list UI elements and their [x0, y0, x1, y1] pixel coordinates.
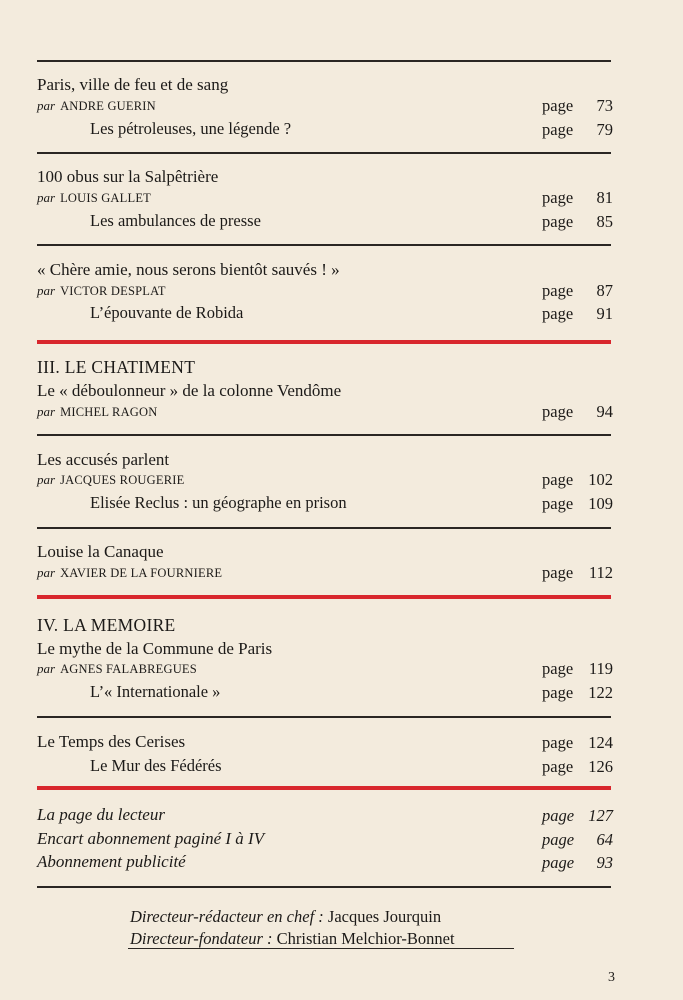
divider [37, 527, 611, 529]
page-reference [542, 683, 613, 703]
page-number: 127 [588, 806, 613, 825]
divider [37, 716, 611, 718]
author-prefix: par [37, 98, 56, 113]
toc-subentry-title: Le Mur des Fédérés [90, 756, 222, 775]
credit-name: Christian Melchior-Bonnet [276, 929, 455, 948]
page-number: 81 [596, 188, 613, 207]
page-word: page [542, 281, 574, 300]
page-number: 93 [596, 853, 613, 872]
page-number: 91 [596, 304, 613, 323]
toc-entry-title: Le Temps des Cerises [37, 732, 186, 751]
page-number: 126 [588, 757, 613, 776]
divider [37, 60, 611, 62]
page-word: page [542, 757, 574, 776]
page-reference [542, 281, 613, 301]
page-reference [542, 96, 613, 116]
page-number: 85 [596, 212, 613, 231]
page-word: page [542, 733, 574, 752]
toc-subentry-title: L’« Internationale » [90, 682, 221, 701]
author-name: ANDRE GUERIN [60, 99, 156, 113]
toc-entry-author [37, 190, 151, 206]
toc-subentry-title: Elisée Reclus : un géographe en prison [90, 493, 347, 512]
page-reference [542, 830, 613, 850]
author-name: AGNES FALABREGUES [60, 662, 197, 676]
author-prefix: par [37, 565, 56, 580]
toc-subentry-title: L’épouvante de Robida [90, 303, 244, 322]
page-word: page [542, 830, 575, 849]
page-word: page [542, 120, 574, 139]
page-word: page [542, 470, 574, 489]
page-reference [542, 402, 613, 422]
toc-entry-title: Le « déboulonneur » de la colonne Vendôme [37, 381, 342, 400]
page-number: 109 [588, 494, 613, 513]
page-word: page [542, 683, 574, 702]
toc-entry-author [37, 283, 166, 299]
page-reference [542, 470, 613, 490]
author-name: JACQUES ROUGERIE [60, 473, 185, 487]
credit-label: Directeur-rédacteur en chef : [130, 907, 324, 926]
toc-subentry-title: Les pétroleuses, une légende ? [90, 119, 292, 138]
page-reference [542, 733, 613, 753]
page-reference [542, 757, 613, 777]
page-number: 102 [588, 470, 613, 489]
toc-entry-title: Paris, ville de feu et de sang [37, 75, 229, 94]
page-word: page [542, 212, 574, 231]
page-number: 73 [596, 96, 613, 115]
section-heading: IV. LA MEMOIRE [37, 615, 176, 635]
page-reference [542, 120, 613, 140]
toc-entry-title: « Chère amie, nous serons bientôt sauvés ! » [37, 260, 340, 279]
page-word: page [542, 494, 574, 513]
toc-misc-title: Abonnement publicité [37, 852, 186, 871]
toc-entry-author [37, 404, 157, 420]
page-number: 79 [596, 120, 613, 139]
author-name: VICTOR DESPLAT [60, 284, 166, 298]
page-word: page [542, 188, 574, 207]
page-reference [542, 659, 613, 679]
credit-line [130, 929, 455, 949]
toc-subentry-title: Les ambulances de presse [90, 211, 261, 230]
toc-entry-title: Les accusés parlent [37, 450, 170, 469]
author-prefix: par [37, 661, 56, 676]
page-number: 124 [588, 733, 613, 752]
page-number: 94 [596, 402, 613, 421]
page-reference [542, 563, 613, 583]
toc-entry-title: Louise la Canaque [37, 542, 164, 561]
page-reference [542, 494, 613, 514]
page-reference [542, 212, 613, 232]
divider [37, 152, 611, 154]
section-divider-red [37, 340, 611, 344]
page-word: page [542, 853, 575, 872]
divider [37, 886, 611, 888]
toc-misc-title: La page du lecteur [37, 805, 165, 824]
page-word: page [542, 402, 574, 421]
page-word: page [542, 659, 574, 678]
author-prefix: par [37, 190, 56, 205]
page-number: 119 [588, 659, 613, 678]
author-prefix: par [37, 404, 56, 419]
credit-label: Directeur-fondateur : [130, 929, 273, 948]
divider [37, 434, 611, 436]
author-name: LOUIS GALLET [60, 191, 151, 205]
page-reference [542, 304, 613, 324]
toc-entry-author [37, 565, 222, 581]
credit-name: Jacques Jourquin [327, 907, 442, 926]
author-prefix: par [37, 472, 56, 487]
toc-entry-author [37, 98, 156, 114]
page-number: 64 [596, 830, 613, 849]
page-number: 122 [588, 683, 613, 702]
author-prefix: par [37, 283, 56, 298]
page-reference [542, 188, 613, 208]
page-reference [542, 853, 613, 873]
page-number: 87 [596, 281, 613, 300]
toc-misc-title: Encart abonnement paginé I à IV [37, 829, 265, 848]
folio-page-number: 3 [608, 970, 615, 985]
section-divider-red [37, 786, 611, 790]
toc-entry-title: Le mythe de la Commune de Paris [37, 639, 273, 658]
divider [37, 244, 611, 246]
page-word: page [542, 96, 574, 115]
page-word: page [542, 806, 575, 825]
credit-divider [128, 948, 514, 949]
credit-line [130, 907, 441, 927]
section-divider-red [37, 595, 611, 599]
toc-entry-title: 100 obus sur la Salpêtrière [37, 167, 219, 186]
page-number: 112 [588, 563, 613, 582]
toc-entry-author [37, 661, 197, 677]
author-name: MICHEL RAGON [60, 405, 158, 419]
page-word: page [542, 304, 574, 323]
author-name: XAVIER DE LA FOURNIERE [60, 566, 223, 580]
toc-entry-author [37, 472, 184, 488]
page-word: page [542, 563, 574, 582]
page-reference [542, 806, 613, 826]
section-heading: III. LE CHATIMENT [37, 357, 196, 377]
